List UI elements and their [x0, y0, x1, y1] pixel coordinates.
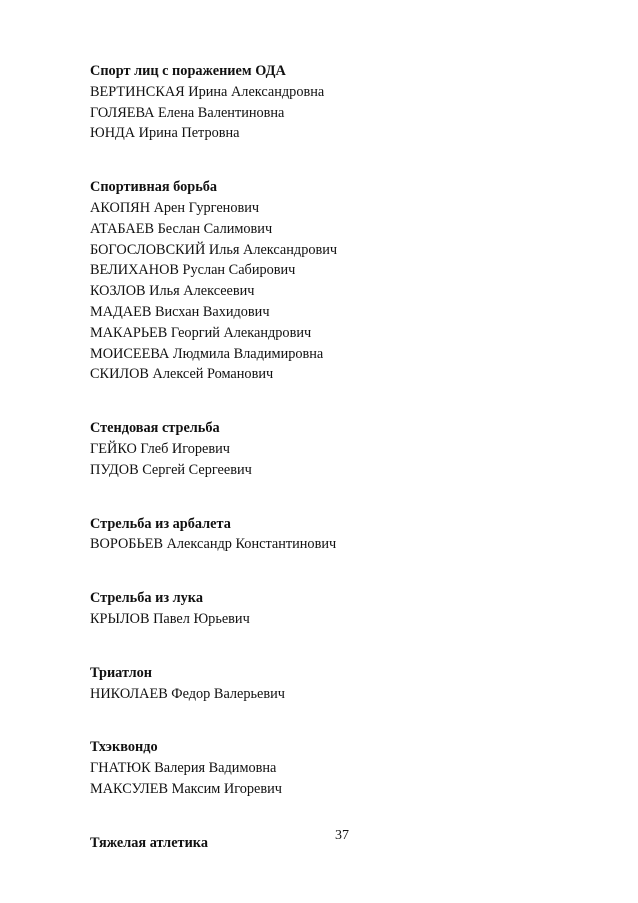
roster-list	[90, 61, 610, 887]
athlete-name: ГЕЙКО Глеб Игоревич	[90, 440, 230, 457]
athlete-name: АТАБАЕВ Беслан Салимович	[90, 220, 273, 237]
athlete-name: ЮНДА Ирина Петровна	[90, 125, 240, 142]
athlete-name: ГНАТЮК Валерия Вадимовна	[90, 760, 277, 777]
athlete-name: МАКАРЬЕВ Георгий Алекандрович	[90, 324, 312, 341]
sport-heading: Стендовая стрельба	[90, 420, 220, 437]
sport-heading: Тяжелая атлетика	[90, 834, 208, 851]
athlete-name: АКОПЯН Арен Гургенович	[90, 199, 260, 216]
sport-section	[90, 514, 610, 556]
athlete-name: БОГОСЛОВСКИЙ Илья Александрович	[90, 241, 338, 258]
athlete-name: ВЕРТИНСКАЯ Ирина Александровна	[90, 83, 325, 100]
page-number: 37	[335, 828, 349, 843]
sport-heading: Стрельба из лука	[90, 590, 203, 607]
sport-section	[90, 588, 610, 630]
athlete-name: МАДАЕВ Висхан Вахидович	[90, 303, 270, 320]
athlete-name: КРЫЛОВ Павел Юрьевич	[90, 610, 250, 627]
athlete-name: НИКОЛАЕВ Федор Валерьевич	[90, 685, 285, 702]
athlete-name: ГОЛЯЕВА Елена Валентиновна	[90, 104, 285, 121]
sport-heading: Спортивная борьба	[90, 179, 218, 196]
sport-heading: Триатлон	[90, 664, 153, 681]
sport-heading: Тхэквондо	[90, 739, 158, 756]
sport-heading: Стрельба из арбалета	[90, 515, 231, 532]
athlete-name: КОЗЛОВ Илья Алексеевич	[90, 283, 255, 300]
athlete-name: ВОРОБЬЕВ Александр Константинович	[90, 536, 337, 553]
athlete-name: СКИЛОВ Алексей Романович	[90, 366, 274, 383]
athlete-name: МОИСЕЕВА Людмила Владимировна	[90, 345, 324, 362]
athlete-name: ПУДОВ Сергей Сергеевич	[90, 461, 252, 478]
sport-section	[90, 418, 610, 480]
sport-section	[90, 61, 610, 144]
sport-section	[90, 663, 610, 705]
sport-section	[90, 177, 610, 385]
sport-section	[90, 737, 610, 799]
sport-heading: Спорт лиц с поражением ОДА	[90, 63, 286, 79]
athlete-name: ВЕЛИХАНОВ Руслан Сабирович	[90, 262, 296, 279]
athlete-name: МАКСУЛЕВ Максим Игоревич	[90, 780, 282, 797]
